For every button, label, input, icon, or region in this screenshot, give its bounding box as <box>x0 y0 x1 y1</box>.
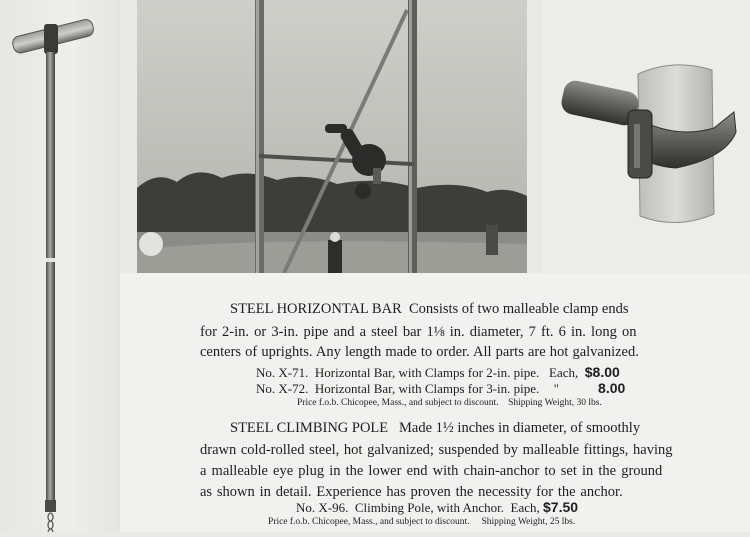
item-row-x72 <box>256 380 625 397</box>
horizontal-bar-text-1: Consists of two malleable clamp ends <box>409 301 629 317</box>
horizontal-bar-text-3: centers of uprights. Any length made to order. All parts are hot galvanized. <box>200 344 639 360</box>
climbing-pole-text-2: drawn cold-rolled steel, hot galvanized; suspended by malleable fittings, having <box>200 442 673 458</box>
climbing-pole-text-1: Made 1½ inches in diameter, of smoothly <box>399 420 641 436</box>
terms-text: Price f.o.b. Chicopee, Mass., and subject to discount. <box>268 517 470 527</box>
climbing-pole-text-3: a malleable eye plug in the lower end with chain-anchor to set in the ground <box>200 463 663 479</box>
photo-scene <box>137 0 527 273</box>
item-price: $7.50 <box>543 499 579 515</box>
item-price: $8.00 <box>584 364 620 380</box>
horizontal-bar-photo <box>137 0 527 273</box>
item-number: No. X-71. <box>256 365 309 380</box>
horizontal-bar-terms <box>297 398 602 408</box>
climbing-pole-heading: STEEL CLIMBING POLE <box>230 420 389 436</box>
item-description: Climbing Pole, with Anchor. <box>354 500 505 515</box>
climbing-pole-terms <box>268 517 575 527</box>
item-number: No. X-72. <box>256 381 309 396</box>
terms-text: Price f.o.b. Chicopee, Mass., and subject to discount. <box>297 398 499 408</box>
item-description: Horizontal Bar, with Clamps for 3-in. pipe. <box>314 381 540 396</box>
shipping-weight: Shipping Weight, 30 lbs. <box>508 398 602 408</box>
clamp-drawing <box>542 0 750 273</box>
item-description: Horizontal Bar, with Clamps for 2-in. pipe. <box>314 365 540 380</box>
item-each: Each, <box>549 365 579 380</box>
spectator-head <box>139 232 163 256</box>
horizontal-bar-heading: STEEL HORIZONTAL BAR <box>230 301 402 317</box>
item-row-x96 <box>296 499 578 516</box>
horizontal-bar-paragraph-line1 <box>230 301 628 318</box>
climbing-pole-text-4: as shown in detail. Experience has proven the necessity for the anchor. <box>200 484 623 500</box>
shipping-weight: Shipping Weight, 25 lbs. <box>481 517 576 527</box>
eye-plug <box>45 500 56 512</box>
horizontal-bar-text-2: for 2-in. or 3-in. pipe and a steel bar 1⅛ in. diameter, 7 ft. 6 in. long on <box>200 324 637 340</box>
pole-shaft <box>46 52 55 510</box>
anchor-chain <box>48 513 53 532</box>
suspension-fitting <box>44 24 58 54</box>
pole-joint <box>46 258 55 262</box>
catalog-text <box>120 273 750 532</box>
clamp-detail-illustration <box>542 0 750 273</box>
spectator <box>328 240 342 273</box>
climbing-pole-drawing <box>0 0 120 532</box>
item-row-x71 <box>256 364 620 381</box>
climbing-pole-illustration <box>0 0 120 532</box>
item-number: No. X-96. <box>296 500 349 515</box>
item-each: Each, <box>510 500 540 515</box>
item-price: 8.00 <box>598 380 626 396</box>
item-ditto: " <box>553 381 559 396</box>
climbing-pole-paragraph-line1 <box>230 420 640 437</box>
